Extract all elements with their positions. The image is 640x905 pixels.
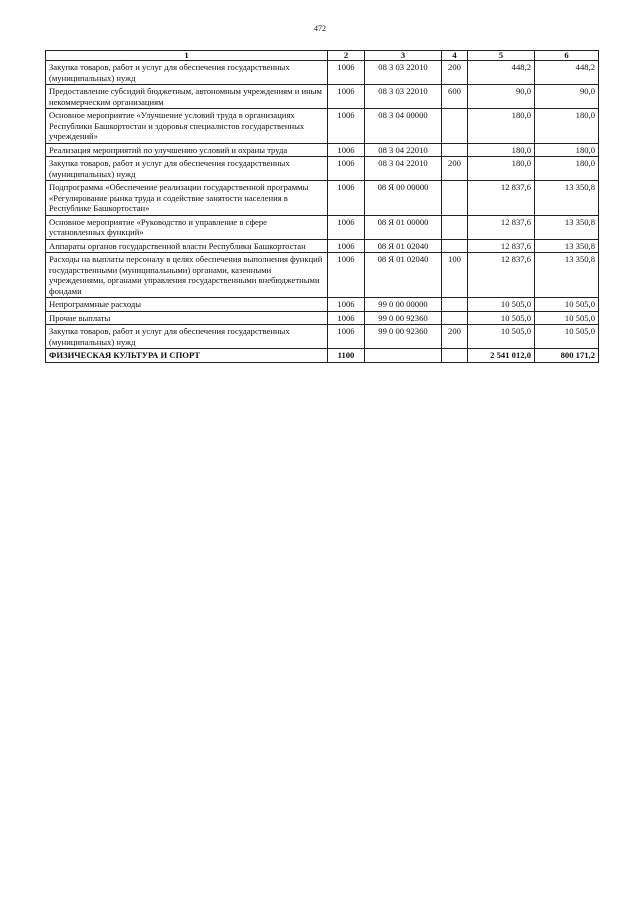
row-expense-type-cell: 600 (442, 85, 468, 109)
row-amount-2-cell: 13 350,8 (535, 181, 599, 216)
table-row (46, 143, 599, 157)
row-expense-type-cell (442, 181, 468, 216)
row-target-article-cell: 08 Я 00 00000 (365, 181, 442, 216)
table-row (46, 298, 599, 312)
row-name-cell: Расходы на выплаты персоналу в целях обеспечения выполнения функций государственными (муниципальными) органами, казенными учреждениями, органами управления государственными внебюджетными фондами (46, 253, 328, 298)
row-expense-type-cell (442, 109, 468, 144)
row-expense-type-cell (442, 311, 468, 325)
row-amount-2-cell: 800 171,2 (535, 349, 599, 363)
row-target-article-cell: 08 3 03 22010 (365, 61, 442, 85)
column-header: 2 (328, 51, 365, 61)
row-expense-type-cell: 200 (442, 157, 468, 181)
row-expense-type-cell: 200 (442, 61, 468, 85)
row-amount-1-cell: 90,0 (468, 85, 535, 109)
table-row (46, 215, 599, 239)
row-amount-1-cell: 10 505,0 (468, 311, 535, 325)
column-header: 6 (535, 51, 599, 61)
row-section-cell: 1006 (328, 85, 365, 109)
row-section-cell: 1006 (328, 311, 365, 325)
row-expense-type-cell: 100 (442, 253, 468, 298)
row-target-article-cell: 99 0 00 92360 (365, 325, 442, 349)
table-row (46, 253, 599, 298)
page-number: 472 (314, 24, 326, 33)
column-header: 5 (468, 51, 535, 61)
table-row (46, 181, 599, 216)
row-target-article-cell: 08 3 04 22010 (365, 143, 442, 157)
row-expense-type-cell (442, 239, 468, 253)
row-amount-2-cell: 10 505,0 (535, 298, 599, 312)
table-row (46, 349, 599, 363)
row-section-cell: 1006 (328, 253, 365, 298)
row-amount-1-cell: 448,2 (468, 61, 535, 85)
row-amount-2-cell: 448,2 (535, 61, 599, 85)
row-expense-type-cell (442, 215, 468, 239)
row-section-cell: 1100 (328, 349, 365, 363)
row-section-cell: 1006 (328, 157, 365, 181)
row-name-cell: Закупка товаров, работ и услуг для обеспечения государственных (муниципальных) нужд (46, 325, 328, 349)
row-section-cell: 1006 (328, 325, 365, 349)
table-row (46, 61, 599, 85)
row-section-cell: 1006 (328, 239, 365, 253)
row-name-cell: Подпрограмма «Обеспечение реализации государственной программы «Регулирование рынка труда и содействие занятости населения в Республике Башкортостан» (46, 181, 328, 216)
row-amount-1-cell: 180,0 (468, 157, 535, 181)
row-target-article-cell: 08 Я 01 02040 (365, 239, 442, 253)
row-amount-2-cell: 90,0 (535, 85, 599, 109)
table-row (46, 109, 599, 144)
row-amount-2-cell: 180,0 (535, 109, 599, 144)
row-amount-1-cell: 2 541 012,0 (468, 349, 535, 363)
row-target-article-cell: 99 0 00 00000 (365, 298, 442, 312)
row-name-cell: Основное мероприятие «Улучшение условий труда в организациях Республики Башкортостан и здоровья специалистов государственных учреждений» (46, 109, 328, 144)
table-row (46, 157, 599, 181)
row-name-cell: ФИЗИЧЕСКАЯ КУЛЬТУРА И СПОРТ (46, 349, 328, 363)
row-amount-1-cell: 10 505,0 (468, 298, 535, 312)
row-target-article-cell: 08 3 03 22010 (365, 85, 442, 109)
budget-table (45, 50, 599, 363)
row-target-article-cell: 08 Я 01 02040 (365, 253, 442, 298)
row-name-cell: Предоставление субсидий бюджетным, автономным учреждениям и иным некоммерческим организациям (46, 85, 328, 109)
table-row (46, 325, 599, 349)
row-amount-1-cell: 180,0 (468, 109, 535, 144)
row-amount-2-cell: 13 350,8 (535, 215, 599, 239)
table-row (46, 239, 599, 253)
row-target-article-cell: 99 0 00 92360 (365, 311, 442, 325)
row-name-cell: Прочие выплаты (46, 311, 328, 325)
row-amount-2-cell: 10 505,0 (535, 325, 599, 349)
row-amount-2-cell: 13 350,8 (535, 239, 599, 253)
row-amount-1-cell: 180,0 (468, 143, 535, 157)
row-section-cell: 1006 (328, 215, 365, 239)
row-name-cell: Закупка товаров, работ и услуг для обеспечения государственных (муниципальных) нужд (46, 61, 328, 85)
row-section-cell: 1006 (328, 143, 365, 157)
column-header: 1 (46, 51, 328, 61)
row-amount-1-cell: 10 505,0 (468, 325, 535, 349)
row-amount-2-cell: 180,0 (535, 157, 599, 181)
row-name-cell: Аппараты органов государственной власти Республики Башкортостан (46, 239, 328, 253)
table-row (46, 311, 599, 325)
column-header: 4 (442, 51, 468, 61)
row-expense-type-cell (442, 298, 468, 312)
row-name-cell: Основное мероприятие «Руководство и управление в сфере установленных функций» (46, 215, 328, 239)
row-name-cell: Закупка товаров, работ и услуг для обеспечения государственных (муниципальных) нужд (46, 157, 328, 181)
row-amount-1-cell: 12 837,6 (468, 239, 535, 253)
row-amount-1-cell: 12 837,6 (468, 215, 535, 239)
row-amount-1-cell: 12 837,6 (468, 253, 535, 298)
row-target-article-cell: 08 Я 01 00000 (365, 215, 442, 239)
row-amount-2-cell: 13 350,8 (535, 253, 599, 298)
row-amount-2-cell: 180,0 (535, 143, 599, 157)
row-expense-type-cell (442, 349, 468, 363)
row-name-cell: Реализация мероприятий по улучшению условий и охраны труда (46, 143, 328, 157)
row-section-cell: 1006 (328, 109, 365, 144)
row-section-cell: 1006 (328, 298, 365, 312)
row-name-cell: Непрограммные расходы (46, 298, 328, 312)
row-amount-2-cell: 10 505,0 (535, 311, 599, 325)
row-section-cell: 1006 (328, 181, 365, 216)
row-target-article-cell (365, 349, 442, 363)
table-row (46, 85, 599, 109)
table-header-row (46, 51, 599, 61)
row-target-article-cell: 08 3 04 00000 (365, 109, 442, 144)
row-amount-1-cell: 12 837,6 (468, 181, 535, 216)
row-section-cell: 1006 (328, 61, 365, 85)
column-header: 3 (365, 51, 442, 61)
row-expense-type-cell (442, 143, 468, 157)
row-expense-type-cell: 200 (442, 325, 468, 349)
row-target-article-cell: 08 3 04 22010 (365, 157, 442, 181)
